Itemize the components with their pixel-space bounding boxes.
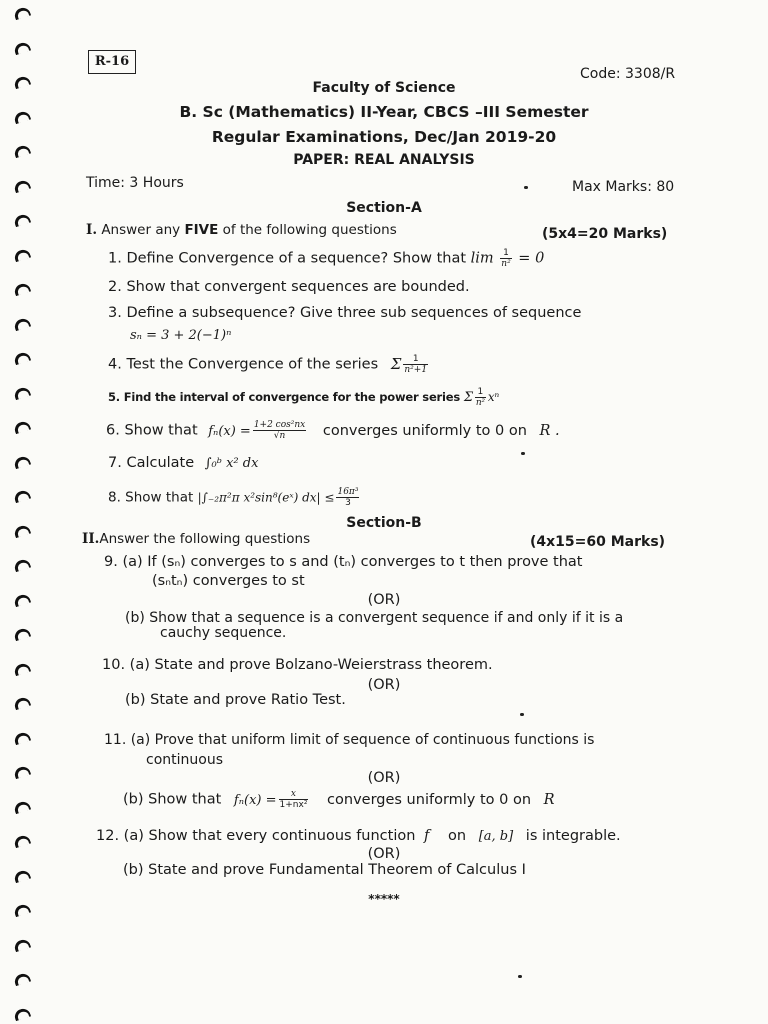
section-a-instruction (86, 222, 397, 238)
roman-numeral: I. (86, 222, 98, 238)
fraction (475, 387, 486, 408)
binding-ring (13, 178, 31, 192)
or-separator: (OR) (367, 846, 401, 862)
scan-speck (518, 975, 522, 978)
binding-ring (13, 730, 31, 744)
binding-ring (13, 316, 31, 330)
question-7 (108, 455, 258, 471)
math-expression: |∫₋₂π²π x²sin⁸(eˣ) dx| ≤ (197, 490, 335, 505)
instruction-text: of the following questions (218, 222, 397, 238)
question-11a-line-2: continuous (146, 752, 223, 768)
scan-speck (520, 713, 524, 716)
max-marks: Max Marks: 80 (572, 179, 675, 195)
math-expression: fₙ(x) = (233, 792, 277, 808)
question-4 (108, 354, 430, 375)
denominator: 1+nx² (279, 800, 308, 810)
section-a-marks: (5x4=20 Marks) (542, 226, 668, 242)
numerator: 1 (500, 248, 511, 259)
question-text: is integrable. (525, 828, 621, 844)
question-12a (96, 828, 621, 844)
question-11b (123, 789, 555, 810)
question-text: 12. (a) Show that every continuous function (96, 828, 416, 844)
binding-ring (13, 6, 31, 20)
math-expression: f (424, 828, 430, 844)
math-expression: fₙ(x) = (208, 423, 251, 439)
code-box: R-16 (88, 50, 136, 74)
sigma-symbol: Σ (390, 354, 402, 373)
roman-numeral: II. (82, 531, 100, 547)
binding-ring (13, 627, 31, 641)
question-text: 8. Show that (108, 489, 194, 506)
binding-ring (13, 282, 31, 296)
math-expression: R . (539, 422, 560, 439)
question-9a-line-1: 9. (a) If (sₙ) converges to s and (tₙ) converges to t then prove that (104, 554, 583, 570)
question-10b: (b) State and prove Ratio Test. (125, 692, 346, 708)
math-lim: lim (470, 250, 494, 267)
instruction-text: Answer any (101, 222, 185, 238)
math-expression: [a, b] (478, 829, 514, 844)
numerator: 1 (475, 387, 486, 398)
question-text: converges uniformly to 0 on (322, 422, 527, 439)
question-6 (106, 420, 560, 441)
fraction (403, 354, 428, 375)
fraction (336, 487, 359, 508)
exam-title: Regular Examinations, Dec/Jan 2019-20 (211, 128, 557, 146)
denominator: n² (501, 259, 511, 269)
numerator: 16π³ (337, 487, 359, 497)
denominator: 3 (345, 498, 351, 508)
scan-speck (521, 452, 525, 455)
denominator: √n (273, 431, 286, 441)
question-9a-line-2: (sₙtₙ) converges to st (152, 573, 305, 589)
binding-ring (13, 420, 31, 434)
question-text: 7. Calculate (108, 455, 195, 471)
section-a-title: Section-A (346, 200, 422, 216)
numerator: 1 (403, 354, 428, 365)
numerator: 1+2 cos²nx (253, 420, 306, 430)
end-marker: ***** (368, 892, 400, 906)
section-b-instruction (82, 531, 310, 547)
question-3: 3. Define a subsequence? Give three sub sequences of sequence (108, 305, 582, 321)
binding-ring (13, 489, 31, 503)
binding-ring (13, 972, 31, 986)
fraction (253, 420, 306, 441)
section-b-marks: (4x15=60 Marks) (530, 534, 666, 550)
question-text: on (448, 828, 467, 844)
or-separator: (OR) (367, 592, 401, 608)
course-title: B. Sc (Mathematics) II-Year, CBCS –III Semester (179, 103, 589, 121)
instruction-text: Answer the following questions (99, 531, 311, 547)
fraction (279, 789, 309, 810)
question-5 (108, 387, 499, 408)
faculty-title: Faculty of Science (312, 80, 456, 96)
question-8 (108, 487, 361, 508)
section-b-title: Section-B (346, 515, 422, 531)
question-text: 4. Test the Convergence of the series (108, 356, 379, 373)
paper-title: PAPER: REAL ANALYSIS (293, 152, 475, 168)
fraction (500, 248, 511, 269)
binding-ring (13, 40, 31, 54)
question-9b-line-1: (b) Show that a sequence is a convergent sequence if and only if it is a (125, 610, 624, 626)
binding-ring (13, 247, 31, 261)
question-text: 1. Define Convergence of a sequence? Show that (108, 250, 471, 267)
question-text: converges uniformly to 0 on (327, 791, 532, 808)
binding-ring (13, 454, 31, 468)
math-expression: ∫₀ᵇ x² dx (204, 456, 259, 471)
question-12b: (b) State and prove Fundamental Theorem of Calculus I (123, 862, 526, 878)
question-10a: 10. (a) State and prove Bolzano-Weierstrass theorem. (102, 657, 493, 673)
sigma-symbol: Σ (463, 390, 473, 405)
scan-speck (524, 186, 528, 189)
denominator: n² (475, 398, 485, 408)
denominator: n²+1 (404, 365, 428, 375)
math-expression: = 0 (513, 250, 545, 267)
or-separator: (OR) (367, 677, 401, 693)
binding-ring (13, 937, 31, 951)
math-expression: xⁿ (487, 390, 500, 404)
binding-ring (13, 661, 31, 675)
question-2: 2. Show that convergent sequences are bounded. (108, 279, 470, 295)
binding-ring (13, 868, 31, 882)
numerator: x (279, 789, 309, 800)
binding-ring (13, 558, 31, 572)
or-separator: (OR) (367, 770, 401, 786)
binding-ring (13, 799, 31, 813)
question-text: 5. Find the interval of convergence for the power series (108, 390, 460, 404)
binding-ring (13, 696, 31, 710)
binding-ring (13, 351, 31, 365)
question-11a-line-1: 11. (a) Prove that uniform limit of sequence of continuous functions is (104, 732, 595, 748)
question-9b-line-2: cauchy sequence. (160, 625, 287, 641)
binding-ring (13, 1006, 31, 1020)
question-text: (b) Show that (123, 791, 222, 808)
question-text: 6. Show that (106, 422, 198, 439)
question-1 (108, 248, 544, 269)
math-expression: R (543, 791, 555, 808)
binding-ring (13, 385, 31, 399)
question-3-math: sₙ = 3 + 2(−1)ⁿ (130, 328, 232, 343)
paper-code: Code: 3308/R (580, 66, 676, 82)
instruction-emphasis: FIVE (184, 222, 219, 238)
time-allowed: Time: 3 Hours (86, 175, 184, 191)
